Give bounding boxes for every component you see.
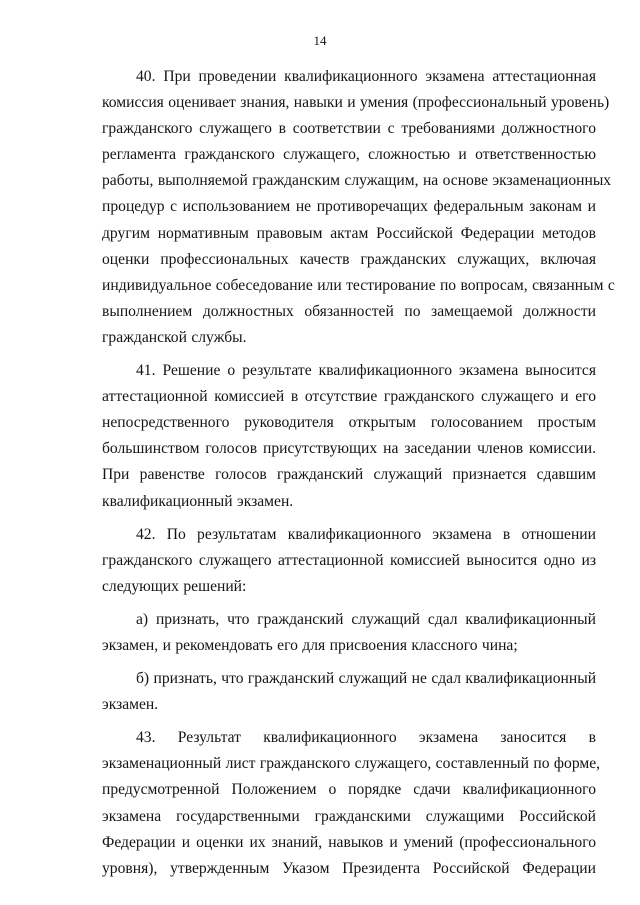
text-line: большинством голосов присутствующих на заседании членов комиссии. — [102, 440, 596, 458]
text-line: При равенстве голосов гражданский служащий признается сдавшим — [102, 466, 596, 484]
text-line: квалификационный экзамен. — [102, 492, 294, 510]
text-line: работы, выполняемой гражданским служащим, на основе экзаменационных — [102, 172, 612, 190]
paragraph-41 — [102, 358, 596, 515]
text-line: уровня), утвержденным Указом Президента Российской Федерации — [102, 859, 596, 877]
text-line: экзамена государственными гражданскими служащими Российской — [102, 807, 596, 825]
text-line: предусмотренной Положением о порядке сдачи квалификационного — [102, 781, 596, 799]
text-line: следующих решений: — [102, 577, 247, 595]
paragraph-43 — [102, 725, 601, 882]
text-line: гражданского служащего аттестационной комиссией выносится одно из — [102, 551, 596, 569]
text-line: 40. При проведении квалификационного экзамена аттестационная — [136, 68, 596, 85]
text-line: аттестационной комиссией в отсутствие гражданского служащего и его — [102, 388, 596, 406]
text-line: а) признать, что гражданский служащий сдал квалификационный — [136, 610, 596, 628]
text-line: выполнением должностных обязанностей по замещаемой должности — [102, 302, 596, 320]
paragraph-40 — [102, 64, 615, 351]
text-line: комиссия оценивает знания, навыки и умения (профессиональный уровень) — [102, 94, 610, 112]
text-line: экзамен, и рекомендовать его для присвоения классного чина; — [102, 636, 518, 654]
page-number: 14 — [313, 33, 327, 48]
text-line: 43. Результат квалификационного экзамена заносится в — [136, 729, 596, 747]
text-line: процедур с использованием не противоречащих федеральным законам и — [102, 198, 596, 216]
text-line: Федерации и оценки их знаний, навыков и умений (профессионального — [102, 833, 596, 851]
text-line: оценки профессиональных качеств гражданских служащих, включая — [102, 250, 596, 268]
text-line: гражданской службы. — [102, 328, 247, 346]
text-line: регламента гражданского служащего, сложностью и ответственностью — [102, 146, 596, 164]
text-line: непосредственного руководителя открытым голосованием простым — [102, 414, 596, 432]
text-line: б) признать, что гражданский служащий не сдал квалификационный — [136, 670, 597, 688]
text-line: индивидуальное собеседование или тестирование по вопросам, связанным с — [102, 276, 615, 294]
paragraph-42-item-a — [102, 607, 596, 659]
text-line: гражданского служащего в соответствии с требованиями должностного — [102, 120, 596, 138]
text-line: экзамен. — [102, 696, 159, 714]
text-line: экзаменационный лист гражданского служащего, составленный по форме, — [102, 755, 601, 773]
paragraph-42-item-b — [102, 666, 596, 718]
text-line: 41. Решение о результате квалификационного экзамена выносится — [136, 362, 596, 380]
text-line: другим нормативным правовым актам Российской Федерации методов — [102, 224, 596, 242]
text-line: 42. По результатам квалификационного экзамена в отношении — [136, 525, 596, 543]
paragraph-42 — [102, 522, 596, 600]
document-body — [102, 64, 615, 882]
